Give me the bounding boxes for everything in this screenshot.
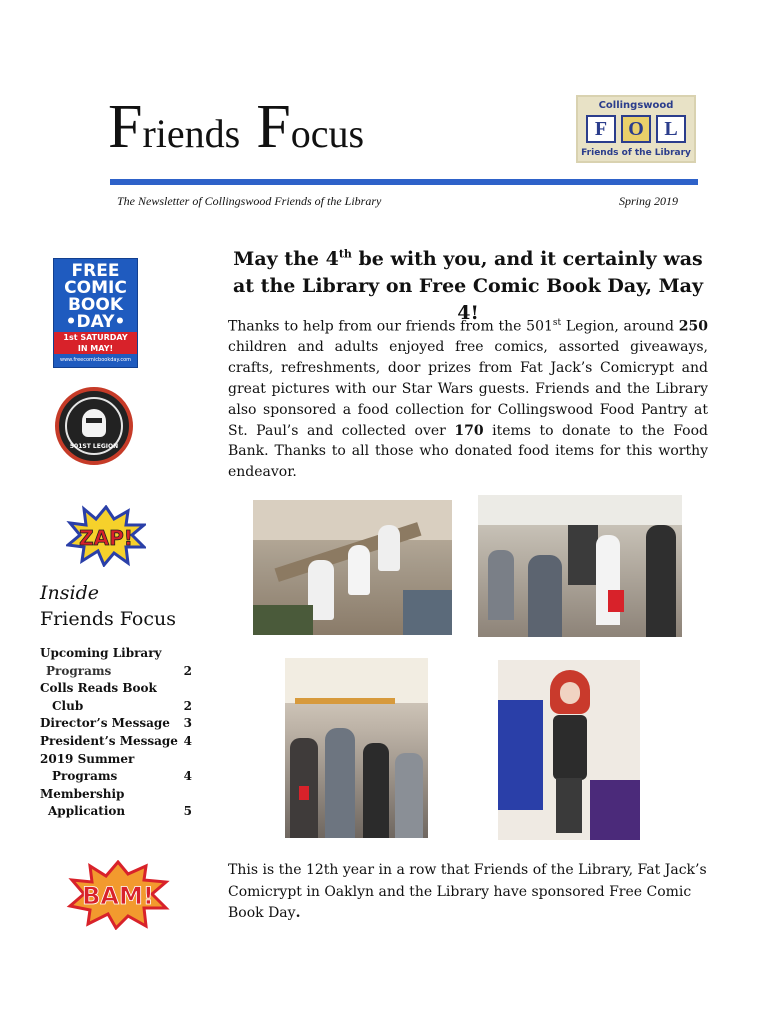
- fcbd-strip: [54, 332, 137, 354]
- closing-text: This is the 12th year in a row that Friends of the Library, Fat Jack’s Comicrypt in Oaklyn and the Library have sponsored Free Comic Book Day: [228, 862, 707, 921]
- title-cap-2: F: [256, 93, 291, 161]
- toc-item-title-cont: Club: [52, 698, 84, 713]
- title-rest-1: riends: [142, 111, 241, 156]
- logo-letter-o: O: [621, 115, 651, 143]
- toc-item-title: 2019 Summer: [40, 751, 135, 766]
- fcbd-url: www.freecomicbookday.com: [59, 357, 131, 363]
- toc-item[interactable]: [40, 751, 192, 786]
- toc-item-page: 3: [183, 716, 192, 731]
- toc-item[interactable]: [40, 715, 192, 733]
- article-sup: st: [552, 318, 562, 328]
- toc-item-title-cont: Application: [48, 804, 126, 819]
- toc-item[interactable]: [40, 733, 192, 751]
- toc-item-title: President’s Message: [40, 733, 178, 748]
- table-of-contents: [40, 645, 192, 821]
- article-count-items: 170: [454, 422, 484, 439]
- 501st-legion-emblem: [55, 387, 133, 465]
- fcbd-line-3: BOOK: [67, 295, 124, 315]
- title-rest-2: ocus: [290, 111, 365, 156]
- logo-letter-f: F: [586, 115, 616, 143]
- bam-burst-graphic: [66, 860, 170, 930]
- logo-letter-l: L: [656, 115, 686, 143]
- photo-stormtroopers-staircase: [253, 500, 452, 635]
- masthead-rule: [110, 179, 698, 185]
- toc-item-page: 4: [183, 733, 192, 748]
- free-comic-book-day-badge: [53, 258, 138, 368]
- emblem-text: 501ST LEGION: [69, 443, 119, 450]
- fcbd-line-2: COMIC: [64, 278, 127, 298]
- toc-item-title: Colls Reads Book: [40, 681, 157, 696]
- newsletter-title: [108, 93, 365, 161]
- article-count-children: 250: [678, 318, 708, 335]
- closing-paragraph: [228, 860, 710, 925]
- inside-heading-line-1: Inside: [40, 582, 99, 604]
- zap-word: ZAP!: [79, 526, 133, 550]
- toc-item-title: Upcoming Library: [40, 646, 162, 660]
- toc-item-page: 5: [183, 804, 192, 819]
- photo-library-crowd: [478, 495, 682, 637]
- article-text-4: items to donate to the Food Bank. Thanks to all those who donated food items for this worthy endeavor.: [228, 422, 708, 481]
- inside-heading-line-2: Friends Focus: [40, 608, 176, 630]
- title-cap-1: F: [108, 93, 143, 161]
- article-text-2: Legion, around: [561, 318, 679, 335]
- logo-top-text: Collingswood: [598, 100, 674, 111]
- zap-burst-graphic: [66, 505, 146, 567]
- fcbd-line-1: FREE: [71, 261, 120, 281]
- bam-word: BAM!: [82, 882, 154, 910]
- logo-bottom-text: Friends of the Library: [581, 148, 691, 158]
- stormtrooper-helmet-icon: [82, 409, 106, 437]
- issue-season: Spring 2019: [619, 194, 679, 208]
- toc-item-title-cont: Programs: [46, 663, 112, 678]
- toc-item[interactable]: [40, 680, 192, 715]
- closing-period: .: [295, 905, 301, 921]
- newsletter-subtitle: The Newsletter of Collingswood Friends of the Library: [117, 194, 382, 208]
- photo-comic-table-crowd: [285, 658, 428, 838]
- fcbd-line-4: •DAY•: [65, 312, 126, 332]
- helmet-visor: [86, 418, 102, 423]
- fol-logo: [576, 95, 696, 163]
- inside-heading: [40, 580, 176, 632]
- toc-item-title-cont: Programs: [52, 769, 118, 784]
- toc-item-page: 4: [183, 769, 192, 784]
- toc-item-page: 2: [183, 698, 192, 713]
- fcbd-strip-line-1: 1st SATURDAY: [63, 333, 128, 342]
- toc-item[interactable]: [40, 786, 192, 821]
- article-text-1: Thanks to help from our friends from the 501: [228, 318, 553, 335]
- photo-red-haired-cosplayer: [498, 660, 640, 840]
- toc-item[interactable]: [40, 645, 192, 680]
- logo-letters: [586, 115, 686, 143]
- toc-item-title: Director’s Message: [40, 716, 170, 731]
- headline-part-1: May the 4: [233, 248, 339, 270]
- headline-part-2: be with you, and it certainly was at the Library on Free Comic Book Day, May 4!: [232, 248, 703, 324]
- article-body: [228, 313, 708, 483]
- article-text-3: children and adults enjoyed free comics, assorted giveaways, crafts, refreshments, door prizes from Fat Jack’s Comicrypt and great pictures with our Star Wars guests. Friends and the Library also sponsored a food collection for Collingswood Food Pantry at St. Paul’s and collected over: [228, 339, 708, 439]
- headline-sup: th: [338, 247, 352, 261]
- toc-item-page: 2: [183, 663, 192, 678]
- toc-item-title: Membership: [40, 786, 125, 801]
- fcbd-strip-line-2: IN MAY!: [77, 344, 114, 353]
